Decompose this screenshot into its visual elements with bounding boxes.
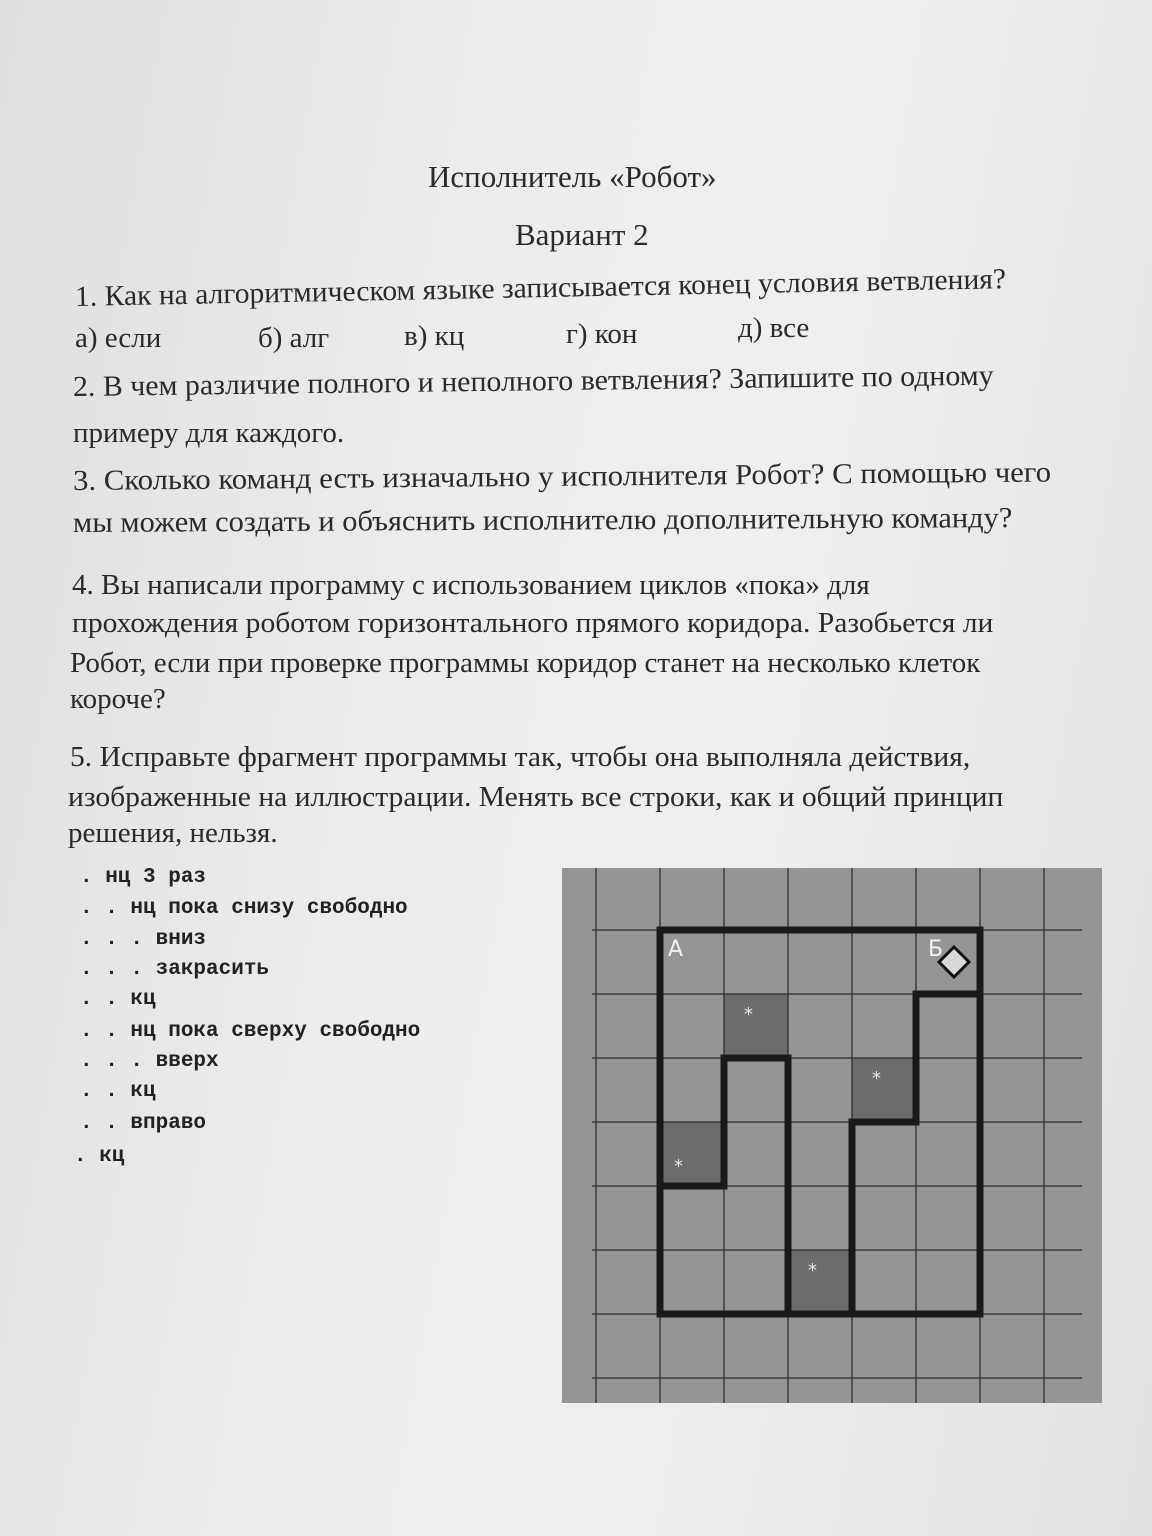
painted-cell [852, 1058, 916, 1122]
code-line: . . вправо [80, 1112, 207, 1135]
answer-option-g: г) кон [566, 318, 638, 350]
answer-option-d: д) все [738, 312, 810, 344]
end-label: Б [928, 937, 944, 962]
answer-option-v: в) кц [404, 320, 465, 352]
code-line: . . кц [80, 988, 156, 1011]
painted-cell [660, 1122, 724, 1186]
variant-heading: Вариант 2 [515, 217, 649, 252]
code-line: . . . закрасить [80, 958, 270, 981]
code-line: . нц 3 раз [80, 866, 207, 889]
painted-cell [724, 994, 788, 1058]
answer-option-b: б) алг [258, 322, 330, 354]
question-text: Робот, если при проверке программы коридор станет на несколько клеток [70, 647, 981, 679]
question-text: изображенные на иллюстрации. Менять все строки, как и общий принцип [68, 781, 1004, 813]
start-label: А [668, 937, 684, 962]
page-title: Исполнитель «Робот» [428, 159, 717, 194]
code-line: . . . вниз [80, 928, 207, 951]
question-text: примеру для каждого. [73, 417, 345, 449]
question-text: короче? [70, 683, 166, 715]
answer-option-a: а) если [75, 322, 162, 354]
code-line: . кц [74, 1145, 125, 1168]
painted-mark-icon: * [674, 1156, 683, 1177]
question-text: прохождения роботом горизонтального прямого коридора. Разобьется ли [72, 607, 994, 639]
code-line: . . нц пока сверху свободно [80, 1020, 421, 1043]
painted-mark-icon: * [808, 1260, 817, 1281]
question-text: мы можем создать и объяснить исполнителю дополнительную команду? [72, 502, 1013, 539]
question-text: 4. Вы написали программу с использованием циклов «пока» для [72, 569, 870, 601]
question-text: решения, нельзя. [68, 817, 278, 849]
code-line: . . кц [80, 1080, 156, 1103]
painted-mark-icon: * [744, 1004, 753, 1025]
painted-cell [788, 1250, 852, 1314]
code-line: . . нц пока снизу свободно [80, 897, 408, 920]
robot-field-illustration [562, 868, 1102, 1403]
question-text: 5. Исправьте фрагмент программы так, чтобы она выполняла действия, [70, 741, 971, 773]
field-background [562, 868, 1102, 1403]
painted-mark-icon: * [872, 1068, 881, 1089]
question-text: 1. Как на алгоритмическом языке записывается конец условия ветвления? [74, 263, 1007, 313]
question-text: 2. В чем различие полного и неполного ветвления? Запишите по одному [72, 359, 994, 403]
code-line: . . . вверх [80, 1050, 219, 1073]
question-text: 3. Сколько команд есть изначально у исполнителя Робот? С помощью чего [72, 456, 1052, 497]
